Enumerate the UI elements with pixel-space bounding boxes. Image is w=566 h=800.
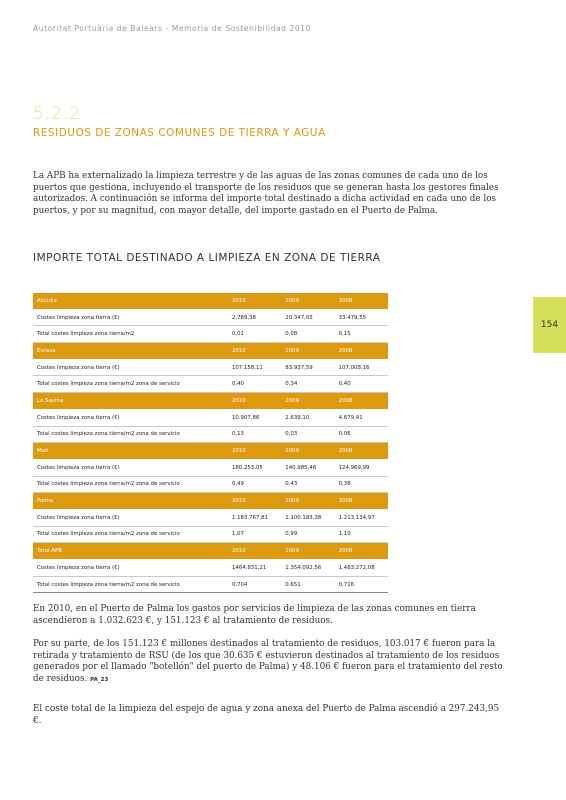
- cell-value: 0,651: [281, 576, 334, 593]
- port-name: Total APB: [33, 543, 228, 560]
- year-header: 2009: [281, 543, 334, 560]
- palma-costs-paragraph: En 2010, en el Puerto de Palma los gastos por servicios de limpieza de las zonas comunes en tierra ascendieron a 1.032.623 €, y 151.123 € al tratamiento de residuos.: [33, 604, 476, 626]
- row-label: Costes limpieza zona tierra (€): [33, 509, 228, 526]
- cell-value: 0,43: [281, 476, 334, 493]
- row-label: Costes limpieza zona tierra (€): [33, 409, 228, 426]
- row-label: Total costes limpieza zona tierra/m2 zona de servicio: [33, 426, 228, 443]
- port-name: Palma: [33, 493, 228, 510]
- cell-value: 0,704: [228, 576, 281, 593]
- page-number-tab: [533, 297, 566, 353]
- row-label: Costes limpieza zona tierra (€): [33, 560, 228, 577]
- row-label: Costes limpieza zona tierra (€): [33, 309, 228, 326]
- cell-value: 2.789,38: [228, 309, 281, 326]
- group-header-row: [33, 493, 388, 510]
- group-header-row: [33, 343, 388, 360]
- year-header: 2008: [335, 443, 388, 460]
- table-row: [33, 576, 388, 593]
- table-row: [33, 409, 388, 426]
- cell-value: 1.354.092,56: [281, 560, 334, 577]
- waste-treatment-paragraph: [33, 639, 503, 687]
- year-header: 2008: [335, 493, 388, 510]
- table-title: IMPORTE TOTAL DESTINADO A LIMPIEZA EN ZONA DE TIERRA: [33, 252, 381, 264]
- year-header: 2009: [281, 493, 334, 510]
- year-header: 2008: [335, 393, 388, 410]
- port-name: La Savina: [33, 393, 228, 410]
- cell-value: 33.479,55: [335, 309, 388, 326]
- cell-value: 83.937,59: [281, 359, 334, 376]
- row-label: Total costes limpieza zona tierra/m2 zona de servicio: [33, 476, 228, 493]
- cell-value: 0,03: [281, 426, 334, 443]
- cleaning-cost-table: [33, 293, 388, 593]
- cell-value: 10.907,86: [228, 409, 281, 426]
- page-number: 154: [540, 320, 559, 330]
- cell-value: 0,01: [228, 326, 281, 343]
- year-header: 2009: [281, 343, 334, 360]
- cell-value: 0,716: [335, 576, 388, 593]
- row-label: Costes limpieza zona tierra (€): [33, 459, 228, 476]
- port-name: Alcúdia: [33, 293, 228, 309]
- cell-value: 1.100.183,38: [281, 509, 334, 526]
- year-header: 2008: [335, 543, 388, 560]
- year-header: 2010: [228, 343, 281, 360]
- cell-value: 0,38: [335, 476, 388, 493]
- table-row: [33, 560, 388, 577]
- group-header-row: [33, 543, 388, 560]
- table-row: [33, 359, 388, 376]
- group-header-row: [33, 443, 388, 460]
- year-header: 2010: [228, 443, 281, 460]
- table-row: [33, 509, 388, 526]
- cell-value: 1,07: [228, 526, 281, 543]
- cell-value: 180.253,05: [228, 459, 281, 476]
- cell-value: 140.985,46: [281, 459, 334, 476]
- year-header: 2010: [228, 493, 281, 510]
- cell-value: 1.183.767,81: [228, 509, 281, 526]
- year-header: 2009: [281, 293, 334, 309]
- cell-value: 0,06: [335, 426, 388, 443]
- cell-value: 1.483.272,08: [335, 560, 388, 577]
- intro-paragraph: La APB ha externalizado la limpieza terrestre y de las aguas de las zonas comunes de cada uno de los puertos que gestiona, incluyendo el transporte de los residuos que se generan hasta los gestores finales autorizados. A continuación se informa del importe total destinado a dicha actividad en cada uno de los puertos, y por su magnitud, con mayor detalle, del importe gastado en el Puerto de Palma.: [33, 171, 499, 217]
- reference-code: PA_23: [90, 677, 109, 684]
- cell-value: 20.347,03: [281, 309, 334, 326]
- section-number: 5.2.2: [33, 104, 82, 124]
- cell-value: 0,99: [281, 526, 334, 543]
- section-title: RESIDUOS DE ZONAS COMUNES DE TIERRA Y AGUA: [33, 127, 326, 139]
- cell-value: 0,13: [228, 426, 281, 443]
- water-cleaning-paragraph: El coste total de la limpieza del espejo de agua y zona anexa del Puerto de Palma ascendió a 297.243,95 €.: [33, 704, 500, 726]
- year-header: 2009: [281, 443, 334, 460]
- row-label: Total costes limpieza zona tierra/m2: [33, 326, 228, 343]
- cell-value: 0,40: [228, 376, 281, 393]
- table-row: [33, 526, 388, 543]
- cell-value: 1.213.134,97: [335, 509, 388, 526]
- group-header-row: [33, 293, 388, 309]
- table-row: [33, 376, 388, 393]
- row-label: Total costes limpieza zona tierra/m2 zona de servicio: [33, 576, 228, 593]
- cell-value: 1464.831,21: [228, 560, 281, 577]
- cell-value: 2.639,10: [281, 409, 334, 426]
- cell-value: 4.679,41: [335, 409, 388, 426]
- year-header: 2010: [228, 393, 281, 410]
- cell-value: 124.969,99: [335, 459, 388, 476]
- table-row: [33, 326, 388, 343]
- cell-value: 0,34: [281, 376, 334, 393]
- year-header: 2008: [335, 293, 388, 309]
- port-name: Eivissa: [33, 343, 228, 360]
- row-label: Total costes limpieza zona tierra/m2 zona de servicio: [33, 376, 228, 393]
- cell-value: 0,08: [281, 326, 334, 343]
- cell-value: 0,15: [335, 326, 388, 343]
- running-header: Autoritat Portuària de Balears - Memoria de Sostenibilidad 2010: [33, 24, 312, 33]
- row-label: Costes limpieza zona tierra (€): [33, 359, 228, 376]
- cell-value: 107.008,16: [335, 359, 388, 376]
- cell-value: 107.158,11: [228, 359, 281, 376]
- group-header-row: [33, 393, 388, 410]
- table-row: [33, 459, 388, 476]
- year-header: 2010: [228, 293, 281, 309]
- port-name: Maó: [33, 443, 228, 460]
- table-row: [33, 309, 388, 326]
- year-header: 2008: [335, 343, 388, 360]
- cell-value: 0,40: [335, 376, 388, 393]
- row-label: Total costes limpieza zona tierra/m2 zona de servicio: [33, 526, 228, 543]
- waste-treatment-text: Por su parte, de los 151.123 € millones destinados al tratamiento de residuos, 103.017 € fueron para la retirada y tratamiento de RSU (de los que 30.635 € estuvieron destinados al tratamiento de los residuos generados por el llamado "botellón" del puerto de Palma) y 48.106 € fueron para el tratamiento del resto de residuos.: [33, 639, 503, 685]
- table-row: [33, 476, 388, 493]
- table-row: [33, 426, 388, 443]
- year-header: 2010: [228, 543, 281, 560]
- year-header: 2009: [281, 393, 334, 410]
- cell-value: 0,49: [228, 476, 281, 493]
- cell-value: 1,10: [335, 526, 388, 543]
